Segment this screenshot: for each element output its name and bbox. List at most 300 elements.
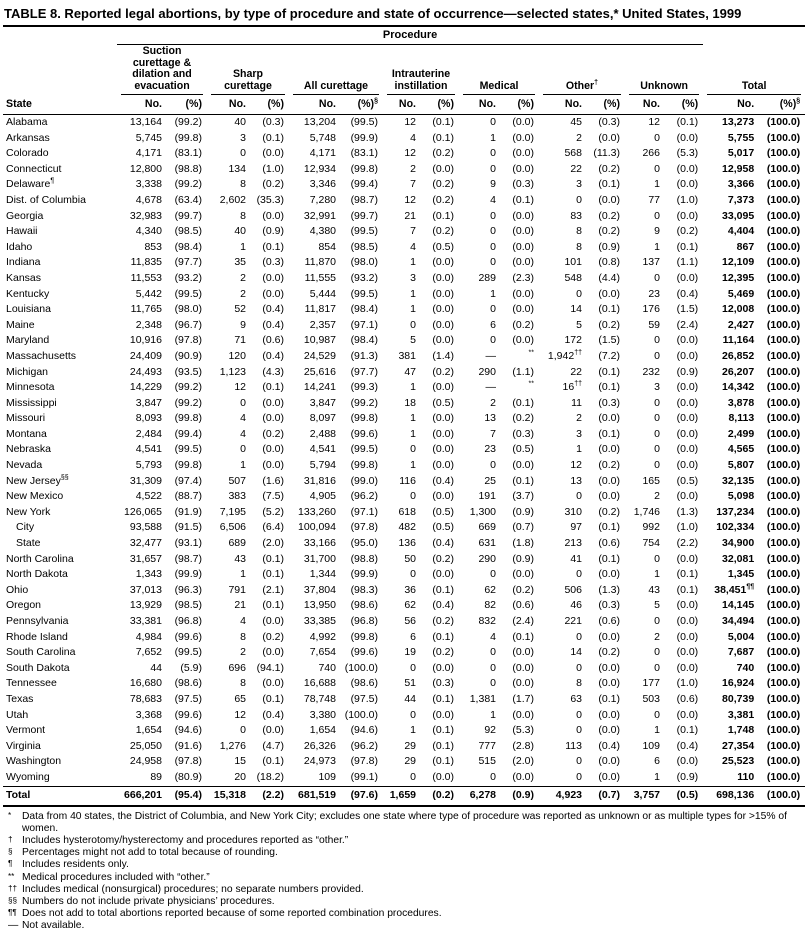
table-row xyxy=(3,520,805,536)
state-name: North Carolina xyxy=(6,552,74,565)
count-cell: 5 xyxy=(410,334,416,347)
table-row xyxy=(3,427,805,443)
footnote-text: Data from 40 states, the District of Columbia, and New York City; excludes one state where type of procedure was reported as unknown or as multiple types for >15% of women. xyxy=(22,811,787,835)
count-cell: 1 xyxy=(240,568,246,581)
count-cell: 32,135 xyxy=(722,474,755,487)
count-cell: 21 xyxy=(404,209,416,222)
count-cell: 41 xyxy=(570,552,582,565)
percent-cell: (0.3) xyxy=(512,427,534,440)
percent-cell: (0.4) xyxy=(676,287,699,300)
count-cell: 19 xyxy=(404,646,416,659)
state-name: Missouri xyxy=(6,412,46,425)
percent-cell: (0.2) xyxy=(432,193,454,206)
percent-cell: (2.4) xyxy=(512,615,534,627)
count-cell: 6,506 xyxy=(219,521,246,534)
count-cell: 62 xyxy=(484,583,496,596)
count-cell: 29 xyxy=(404,755,416,768)
group-label: Other† xyxy=(543,80,621,96)
percent-cell: (4.3) xyxy=(262,365,284,378)
count-cell: 0 xyxy=(490,646,496,659)
percent-cell: (1.8) xyxy=(512,537,534,550)
count-cell: 854 xyxy=(318,240,336,253)
count-cell: 109 xyxy=(642,739,660,752)
percent-cell: (0.1) xyxy=(512,193,534,206)
percent-cell: (97.7) xyxy=(174,256,202,269)
count-cell: 2,488 xyxy=(309,427,336,440)
table-row xyxy=(3,458,805,474)
percent-cell: (0.0) xyxy=(676,443,699,456)
percent-cell: (98.0) xyxy=(174,303,202,316)
table-row xyxy=(3,396,805,412)
count-cell: 2,348 xyxy=(135,318,162,331)
count-cell: 3,847 xyxy=(309,396,336,409)
count-cell: 1 xyxy=(410,256,416,269)
count-cell: 4,171 xyxy=(135,147,162,160)
table-row xyxy=(3,209,805,225)
count-cell: 126,065 xyxy=(124,505,162,518)
count-cell: 40 xyxy=(234,225,246,238)
count-cell: 80,739 xyxy=(722,692,755,705)
percent-cell: (0.2) xyxy=(432,365,454,378)
count-cell: 1 xyxy=(240,459,246,472)
footnote-text: Does not add to total abortions reported because of some reported combination procedures. xyxy=(22,907,442,919)
column-group-other xyxy=(539,45,625,96)
percent-cell: (100.0) xyxy=(766,708,801,721)
percent-cell: (100.0) xyxy=(766,334,801,347)
percent-cell: (0.6) xyxy=(598,537,620,550)
percent-cell: (0.0) xyxy=(598,568,620,581)
percent-cell: (100.0) xyxy=(766,396,801,409)
percent-cell: (63.4) xyxy=(174,193,202,206)
percent-cell: (98.5) xyxy=(174,599,202,612)
count-cell: 1,343 xyxy=(135,568,162,581)
percent-cell: (0.6) xyxy=(512,599,534,612)
percent-cell: (1.0) xyxy=(262,162,284,175)
percent-cell: (0.1) xyxy=(262,381,284,394)
table-row xyxy=(3,287,805,303)
percent-cell: (0.1) xyxy=(262,599,284,612)
percent-cell: (99.4) xyxy=(350,178,378,191)
count-cell: 1,659 xyxy=(383,786,421,806)
count-cell: 71 xyxy=(234,334,246,347)
count-cell: 0 xyxy=(576,755,582,768)
count-cell: 0 xyxy=(654,209,660,222)
count-cell: 698,136 xyxy=(703,786,759,806)
count-cell: 44 xyxy=(404,692,416,705)
percent-cell: (100.0) xyxy=(344,708,378,721)
percent-cell: (0.0) xyxy=(512,147,534,160)
count-cell: 4 xyxy=(410,240,416,253)
percent-cell: (2.1) xyxy=(262,583,284,596)
count-cell: 0 xyxy=(490,225,496,238)
count-cell: 0 xyxy=(576,770,582,783)
table-row xyxy=(3,598,805,614)
count-cell: 14,229 xyxy=(129,381,162,394)
percent-cell: (0.0) xyxy=(432,318,454,331)
percent-cell: (98.4) xyxy=(174,240,202,253)
count-cell: 4 xyxy=(240,412,246,425)
percent-cell: (100.0) xyxy=(766,349,801,362)
count-cell: 1 xyxy=(490,708,496,721)
count-cell: 165 xyxy=(642,474,660,487)
count-cell: 0 xyxy=(654,459,660,472)
percent-cell: (96.2) xyxy=(350,490,378,503)
percent-cell: (100.0) xyxy=(766,209,801,222)
count-cell: 3,878 xyxy=(727,396,755,409)
state-name: North Dakota xyxy=(6,568,68,581)
count-cell: 221 xyxy=(564,615,582,627)
percent-cell: (0.1) xyxy=(512,474,534,487)
table-row xyxy=(3,271,805,287)
group-label: All curettage xyxy=(293,80,379,96)
state-name: New Mexico xyxy=(6,490,64,503)
count-cell: 290 xyxy=(478,552,496,565)
percent-cell: (98.6) xyxy=(350,677,378,690)
percent-cell: (0.1) xyxy=(432,724,454,737)
percent-cell: (0.1) xyxy=(262,568,284,581)
count-cell: 290 xyxy=(478,365,496,378)
percent-cell: (0.0) xyxy=(598,474,620,487)
percent-cell: (97.5) xyxy=(350,692,378,705)
count-cell: 0 xyxy=(490,162,496,175)
count-cell: 4 xyxy=(490,193,496,206)
count-cell: 1,344 xyxy=(309,568,336,581)
count-cell: 25,523 xyxy=(722,755,755,768)
percent-cell: (0.0) xyxy=(676,396,699,409)
state-column-header: State xyxy=(3,95,117,115)
percent-cell: (0.2) xyxy=(512,412,534,425)
table-row xyxy=(3,536,805,552)
percent-cell: (99.5) xyxy=(350,287,378,300)
count-cell: 0 xyxy=(654,646,660,659)
table-row xyxy=(3,302,805,318)
count-cell: 5,004 xyxy=(727,630,755,643)
percent-cell: (0.0) xyxy=(598,412,620,425)
count-cell: 51 xyxy=(404,677,416,690)
percent-cell: (100.0) xyxy=(766,256,801,269)
percent-cell: (0.0) xyxy=(676,708,699,721)
count-cell: 83 xyxy=(570,209,582,222)
count-cell: 0 xyxy=(654,615,660,627)
count-cell: 8,093 xyxy=(135,412,162,425)
percent-cell: (0.0) xyxy=(262,615,284,627)
count-cell: 266 xyxy=(642,147,660,160)
count-cell: 78,683 xyxy=(129,692,162,705)
percent-cell: (0.0) xyxy=(512,661,534,674)
count-cell: 4,992 xyxy=(309,630,336,643)
percent-cell: (0.5) xyxy=(432,240,454,253)
percent-cell: (1.1) xyxy=(512,365,534,378)
count-cell: 12 xyxy=(570,459,582,472)
percent-cell: (0.0) xyxy=(676,381,699,394)
count-cell: 1 xyxy=(490,287,496,300)
count-cell: 56 xyxy=(404,615,416,627)
percent-cell: (88.7) xyxy=(174,490,202,503)
percent-cell: (2.0) xyxy=(512,755,534,768)
count-cell: 31,309 xyxy=(129,474,162,487)
percent-cell: (100.0) xyxy=(766,225,801,238)
footnote xyxy=(5,835,804,847)
percent-cell: (1.3) xyxy=(676,505,699,518)
percent-cell: (0.1) xyxy=(432,630,454,643)
state-name: Maine xyxy=(6,318,35,331)
count-cell: 503 xyxy=(642,692,660,705)
count-cell: 32,983 xyxy=(129,209,162,222)
count-cell: 1 xyxy=(654,770,660,783)
count-cell: 31,700 xyxy=(303,552,336,565)
percent-cell: (0.0) xyxy=(676,209,699,222)
percent-cell: (98.4) xyxy=(350,334,378,347)
count-cell: 506 xyxy=(564,583,582,596)
percent-cell: (99.3) xyxy=(350,381,378,394)
state-name: Colorado xyxy=(6,147,49,160)
percent-cell: (99.6) xyxy=(174,708,202,721)
count-cell: 2,484 xyxy=(135,427,162,440)
count-cell: 0 xyxy=(490,256,496,269)
count-cell: 11,870 xyxy=(304,256,336,269)
percent-cell: (100.0) xyxy=(766,661,801,674)
table-row xyxy=(3,255,805,271)
count-cell: 2,499 xyxy=(727,427,755,440)
group-label: Sharp curettage xyxy=(211,68,285,95)
percent-cell: (91.6) xyxy=(174,739,202,752)
state-name: Delaware¶ xyxy=(6,177,55,191)
percent-cell: (0.1) xyxy=(432,739,454,752)
percent-cell: (0.3) xyxy=(598,116,620,128)
percent-cell: (0.1) xyxy=(598,521,620,534)
state-name: Massachusetts xyxy=(6,349,77,362)
percent-cell: (0.4) xyxy=(432,599,454,612)
count-cell: 16,688 xyxy=(303,677,336,690)
percent-cell: (0.0) xyxy=(598,770,620,783)
percent-cell: (0.1) xyxy=(676,724,699,737)
table-body xyxy=(3,115,805,807)
count-cell: 172 xyxy=(564,334,582,347)
percent-cell: (0.0) xyxy=(512,334,534,347)
col-header-pct: (%) xyxy=(421,95,459,115)
percent-cell: (0.9) xyxy=(598,240,620,253)
count-cell: 4,678 xyxy=(135,193,162,206)
percent-cell: (0.1) xyxy=(432,131,454,144)
footnote-text: Medical procedures included with “other.” xyxy=(22,871,210,883)
percent-cell: (100.0) xyxy=(766,552,801,565)
percent-cell: (0.0) xyxy=(512,708,534,721)
group-label: Intrauterine instillation xyxy=(387,68,455,95)
percent-cell: (0.0) xyxy=(512,240,534,253)
state-name: Oregon xyxy=(6,599,42,612)
state-name: State xyxy=(16,537,41,550)
table-row xyxy=(3,614,805,630)
footnote-symbol: † xyxy=(8,835,13,845)
count-cell: 4 xyxy=(490,630,496,643)
count-cell: 681,519 xyxy=(289,786,341,806)
percent-cell: (98.8) xyxy=(174,162,202,175)
column-group-unknown xyxy=(625,45,703,96)
count-cell: 2 xyxy=(240,646,246,659)
state-name: Indiana xyxy=(6,256,41,269)
count-cell: 3 xyxy=(240,131,246,144)
count-cell: 0 xyxy=(490,677,496,690)
count-cell: 1 xyxy=(410,427,416,440)
count-cell: 2 xyxy=(576,412,582,425)
percent-cell: (100.0) xyxy=(766,521,801,534)
percent-cell: (0.1) xyxy=(432,755,454,768)
percent-cell: (100.0) xyxy=(759,786,805,806)
percent-cell: (0.0) xyxy=(262,412,284,425)
count-cell: 52 xyxy=(234,303,246,316)
percent-cell: (0.0) xyxy=(262,209,284,222)
percent-cell: (0.2) xyxy=(421,786,459,806)
percent-cell: (0.0) xyxy=(432,381,454,394)
percent-cell: (0.0) xyxy=(676,552,699,565)
percent-cell: (0.0) xyxy=(676,661,699,674)
percent-cell: (98.7) xyxy=(350,193,378,206)
count-cell: 1,654 xyxy=(135,724,162,737)
percent-cell: (99.6) xyxy=(174,630,202,643)
percent-cell: (0.9) xyxy=(512,505,534,518)
percent-cell: (0.0) xyxy=(512,131,534,144)
footnote-symbol: ¶ xyxy=(8,859,13,869)
percent-cell: (100.0) xyxy=(766,193,801,206)
percent-cell: (0.2) xyxy=(676,225,699,238)
count-cell: 37,013 xyxy=(129,583,162,596)
count-cell: 24,493 xyxy=(129,365,162,378)
percent-cell: (1.0) xyxy=(676,193,699,206)
count-cell: 32,081 xyxy=(722,552,755,565)
count-cell: 62 xyxy=(404,599,416,612)
table-row xyxy=(3,411,805,427)
count-cell: 100,094 xyxy=(298,521,336,534)
percent-cell: (97.8) xyxy=(350,755,378,768)
percent-cell: (0.3) xyxy=(262,256,284,269)
count-cell: 34,900 xyxy=(722,537,755,550)
table-row xyxy=(3,739,805,755)
percent-cell: (0.0) xyxy=(598,708,620,721)
count-cell: 24,958 xyxy=(129,755,162,768)
count-cell: 136 xyxy=(398,537,416,550)
percent-cell: (0.5) xyxy=(676,474,699,487)
count-cell: 45 xyxy=(570,116,582,128)
footnote xyxy=(5,884,804,896)
count-cell: 177 xyxy=(642,677,660,690)
table-row xyxy=(3,583,805,599)
count-cell: 102,334 xyxy=(716,521,755,534)
percent-cell: (0.0) xyxy=(676,349,699,362)
percent-cell: (0.2) xyxy=(432,147,454,160)
count-cell: 2,427 xyxy=(727,318,755,331)
count-cell: 1 xyxy=(410,287,416,300)
count-cell: 740 xyxy=(736,661,755,674)
count-cell: 515 xyxy=(478,755,496,768)
percent-cell: (100.0) xyxy=(766,365,801,378)
table-row xyxy=(3,770,805,786)
column-group-medical xyxy=(459,45,539,96)
count-cell: 754 xyxy=(642,537,660,550)
percent-cell: (0.0) xyxy=(598,677,620,690)
group-label: Suction curettage & dilation and evacuation xyxy=(121,45,203,95)
count-cell: 4,171 xyxy=(309,147,336,160)
count-cell: 1,276 xyxy=(219,739,246,752)
count-cell: 1 xyxy=(410,459,416,472)
table-row xyxy=(3,193,805,209)
percent-cell: (18.2) xyxy=(256,770,284,783)
percent-cell: (0.1) xyxy=(676,116,699,128)
percent-cell: (100.0) xyxy=(766,240,801,253)
count-cell: 8 xyxy=(576,225,582,238)
percent-cell: (0.0) xyxy=(676,755,699,768)
count-cell: 14,241 xyxy=(303,381,336,394)
percent-cell: (0.0) xyxy=(676,615,699,627)
count-cell: 1 xyxy=(410,381,416,394)
count-cell: 18 xyxy=(404,396,416,409)
count-cell: 631 xyxy=(478,537,496,550)
percent-cell: (0.1) xyxy=(598,303,620,316)
state-name: City xyxy=(16,521,35,534)
percent-cell: (0.0) xyxy=(598,490,620,503)
count-cell: 0 xyxy=(410,770,416,783)
count-cell: 12,395 xyxy=(722,271,755,284)
count-cell: 666,201 xyxy=(117,786,167,806)
state-name: Maryland xyxy=(6,334,50,347)
count-cell: 101 xyxy=(564,256,582,269)
percent-cell: (0.2) xyxy=(432,646,454,659)
count-cell: 33,385 xyxy=(303,615,336,627)
count-cell: 13,204 xyxy=(303,116,336,128)
footnote-text: Includes residents only. xyxy=(22,859,129,871)
count-cell: 0 xyxy=(576,568,582,581)
count-cell: 0 xyxy=(240,724,246,737)
table-row xyxy=(3,349,805,365)
count-cell: 5,807 xyxy=(727,459,755,472)
percent-cell: (96.8) xyxy=(174,615,202,627)
percent-cell: (0.4) xyxy=(598,739,620,752)
count-cell: 3 xyxy=(576,178,582,191)
state-name: Pennsylvania xyxy=(6,615,69,627)
count-cell: 134 xyxy=(228,162,246,175)
count-cell: 20 xyxy=(234,770,246,783)
count-cell: 3,380 xyxy=(309,708,336,721)
percent-cell: (99.8) xyxy=(350,412,378,425)
count-cell: 25,616 xyxy=(303,365,336,378)
count-cell: 5,794 xyxy=(309,459,336,472)
total-col-spacer xyxy=(703,26,805,45)
footnote-text: Numbers do not include private physicians’ procedures. xyxy=(22,895,275,907)
table-row xyxy=(3,708,805,724)
state-name: Arkansas xyxy=(6,131,50,144)
count-cell: 10,987 xyxy=(303,334,336,347)
count-cell: 137 xyxy=(642,256,660,269)
percent-cell: (0.2) xyxy=(262,427,284,440)
count-cell: 0 xyxy=(576,193,582,206)
count-cell: 2 xyxy=(240,287,246,300)
percent-cell: (0.4) xyxy=(262,303,284,316)
count-cell: 1,300 xyxy=(469,505,496,518)
percent-cell: (0.0) xyxy=(676,459,699,472)
percent-cell: (0.2) xyxy=(512,583,534,596)
count-cell: 40 xyxy=(234,116,246,128)
col-header-no: No. xyxy=(383,95,421,115)
percent-cell: (0.0) xyxy=(512,116,534,128)
col-header-pct: (%) xyxy=(665,95,703,115)
percent-cell: (0.7) xyxy=(587,786,625,806)
count-cell: 16,680 xyxy=(129,677,162,690)
footnote-text: Includes medical (nonsurgical) procedures; no separate numbers provided. xyxy=(22,883,364,895)
percent-cell: (35.3) xyxy=(256,193,284,206)
count-cell: 213 xyxy=(564,537,582,550)
count-cell: 6 xyxy=(654,755,660,768)
count-cell: 867 xyxy=(736,240,755,253)
count-cell: 7,373 xyxy=(727,193,755,206)
